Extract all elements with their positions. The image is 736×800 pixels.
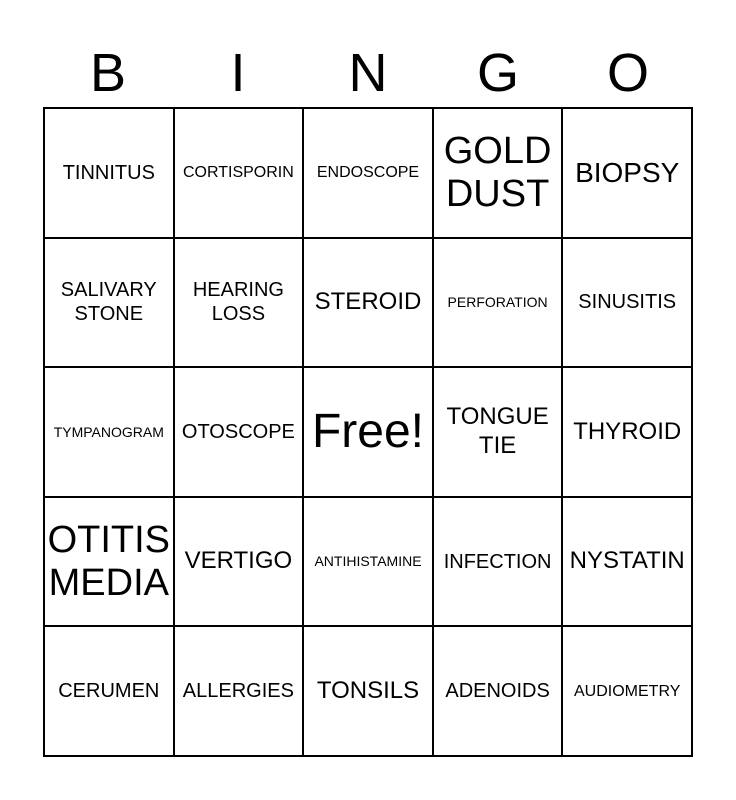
bingo-cell-r1-c4[interactable]: SINUSITIS xyxy=(562,238,692,368)
header-letter-n: N xyxy=(348,43,388,103)
bingo-cell-r0-c4[interactable]: BIOPSY xyxy=(562,108,692,238)
bingo-cell-r4-c2[interactable]: TONSILS xyxy=(303,626,433,756)
header-letter-o: O xyxy=(606,43,649,103)
bingo-cell-r1-c0[interactable]: SALIVARY STONE xyxy=(44,238,174,368)
bingo-cell-r3-c2[interactable]: ANTIHISTAMINE xyxy=(303,497,433,627)
header-letter-i: I xyxy=(230,43,246,103)
bingo-cell-r1-c3[interactable]: PERFORATION xyxy=(433,238,563,368)
header-letter-b: B xyxy=(89,43,127,103)
bingo-cell-r0-c2[interactable]: ENDOSCOPE xyxy=(303,108,433,238)
bingo-cell-r3-c4[interactable]: NYSTATIN xyxy=(562,497,692,627)
bingo-cell-r2-c0[interactable]: TYMPANOGRAM xyxy=(44,367,174,497)
bingo-cell-r4-c3[interactable]: ADENOIDS xyxy=(433,626,563,756)
bingo-cell-r2-c3[interactable]: TONGUE TIE xyxy=(433,367,563,497)
bingo-cell-r0-c0[interactable]: TINNITUS xyxy=(44,108,174,238)
bingo-cell-r4-c0[interactable]: CERUMEN xyxy=(44,626,174,756)
bingo-cell-r3-c3[interactable]: INFECTION xyxy=(433,497,563,627)
header-letter-g: G xyxy=(476,43,519,103)
bingo-board xyxy=(43,107,693,757)
bingo-cell-r4-c4[interactable]: AUDIOMETRY xyxy=(562,626,692,756)
bingo-cell-r4-c1[interactable]: ALLERGIES xyxy=(174,626,304,756)
bingo-cell-r0-c3[interactable]: GOLD DUST xyxy=(433,108,563,238)
bingo-cell-r2-c1[interactable]: OTOSCOPE xyxy=(174,367,304,497)
bingo-cell-r2-c4[interactable]: THYROID xyxy=(562,367,692,497)
bingo-cell-free[interactable]: Free! xyxy=(303,367,433,497)
bingo-header xyxy=(43,40,693,106)
bingo-cell-r3-c1[interactable]: VERTIGO xyxy=(174,497,304,627)
bingo-cell-r3-c0[interactable]: OTITIS MEDIA xyxy=(44,497,174,627)
bingo-cell-r1-c2[interactable]: STEROID xyxy=(303,238,433,368)
bingo-cell-r0-c1[interactable]: CORTISPORIN xyxy=(174,108,304,238)
bingo-cell-r1-c1[interactable]: HEARING LOSS xyxy=(174,238,304,368)
